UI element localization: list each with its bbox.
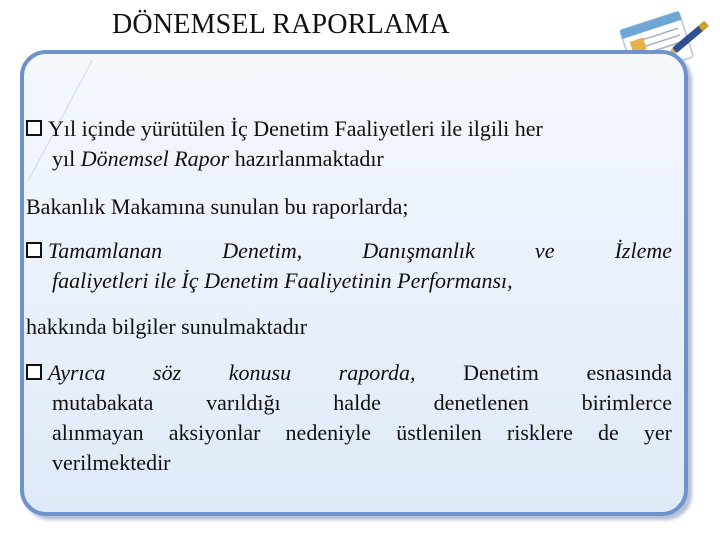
checkbox-bullet-icon [26, 242, 43, 259]
report-name: Dönemsel Rapor [80, 146, 230, 171]
paragraph-3-line-1: Tamamlanan Denetim, Danışmanlık ve İzleme [48, 238, 672, 263]
checkbox-bullet-icon [26, 120, 43, 137]
paragraph-5-line-2: mutabakata varıldığı halde denetlenen birimlerce [52, 390, 672, 415]
paragraph-5-line-3: alınmayan aksiyonlar nedeniyle üstlenilen risklere de yer [52, 420, 672, 445]
paragraph-3-line-2: faaliyetleri ile İç Denetim Faaliyetinin Performansı, [52, 268, 513, 293]
paragraph-5-line-1-end: Denetim esnasında [415, 360, 672, 385]
paragraph-3 [26, 236, 672, 296]
paragraph-1-line-2-end: hazırlanmaktadır [229, 146, 384, 171]
paragraph-1 [26, 114, 672, 174]
paragraph-5-line-1-italic: Ayrıca söz konusu raporda, [48, 360, 416, 385]
paragraph-2: Bakanlık Makamına sunulan bu raporlarda; [26, 194, 409, 219]
paragraph-4: hakkında bilgiler sunulmaktadır [26, 314, 308, 339]
page-title: DÖNEMSEL RAPORLAMA [112, 9, 450, 40]
paragraph-1-line-2-start: yıl [52, 146, 81, 171]
paragraph-1-line-1: Yıl içinde yürütülen İç Denetim Faaliyetleri ile ilgili her [48, 116, 543, 141]
paragraph-5 [26, 358, 672, 478]
paragraph-5-line-4: verilmektedir [52, 450, 171, 475]
checkbox-bullet-icon [26, 364, 43, 381]
